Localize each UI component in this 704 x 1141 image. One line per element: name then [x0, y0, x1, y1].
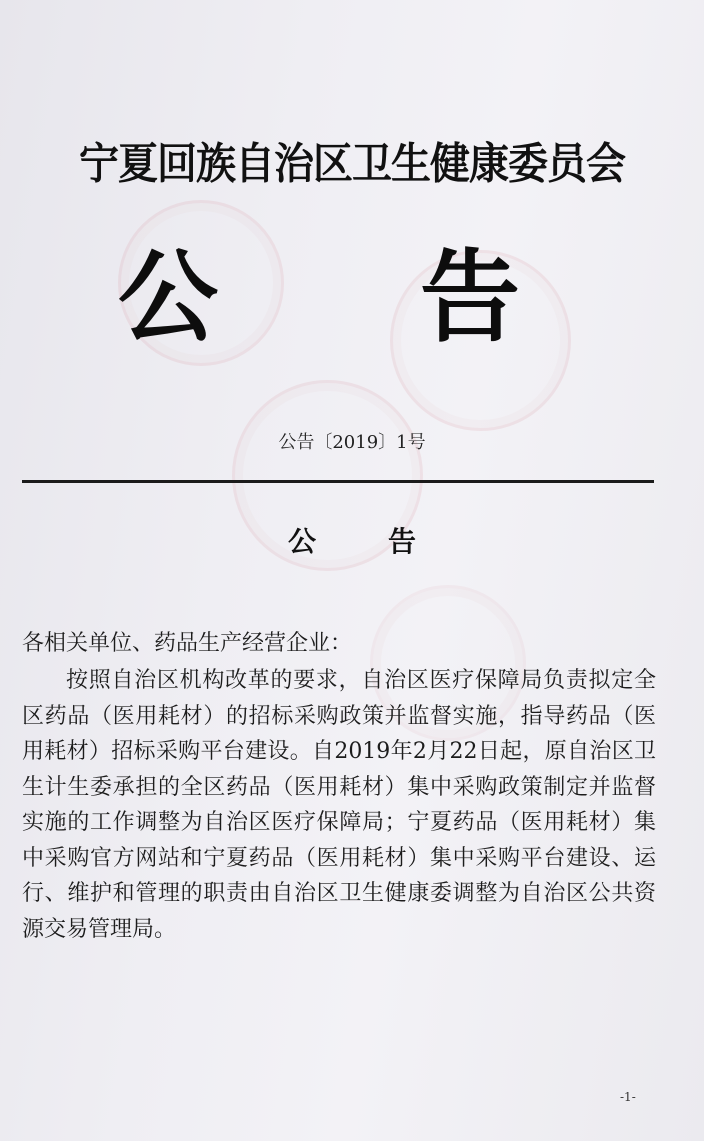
- issuer-heading: 宁夏回族自治区卫生健康委员会: [79, 139, 625, 190]
- body-paragraph: 按照自治区机构改革的要求，自治区医疗保障局负责拟定全区药品（医用耗材）的招标采购政策并监督实施，指导药品（医用耗材）招标采购平台建设。自2019年2月22日起，原自治区卫生计生委承担的全区药品（医用耗材）集中采购政策制定并监督实施的工作调整为自治区医疗保障局；宁夏药品（医用耗材）集中采购官方网站和宁夏药品（医用耗材）集中采购平台建设、运行、维护和管理的职责由自治区卫生健康委调整为自治区公共资源交易管理局。: [22, 668, 656, 942]
- header-divider: [22, 480, 654, 483]
- notice-subtitle: 公告: [287, 525, 488, 558]
- document-number: 公告〔2019〕1号: [278, 432, 426, 453]
- notice-title-char-2: 告: [420, 239, 520, 356]
- salutation: 各相关单位、药品生产经营企业：: [22, 631, 353, 656]
- page-number: -1-: [620, 1090, 636, 1104]
- notice-title-char-1: 公: [118, 239, 218, 356]
